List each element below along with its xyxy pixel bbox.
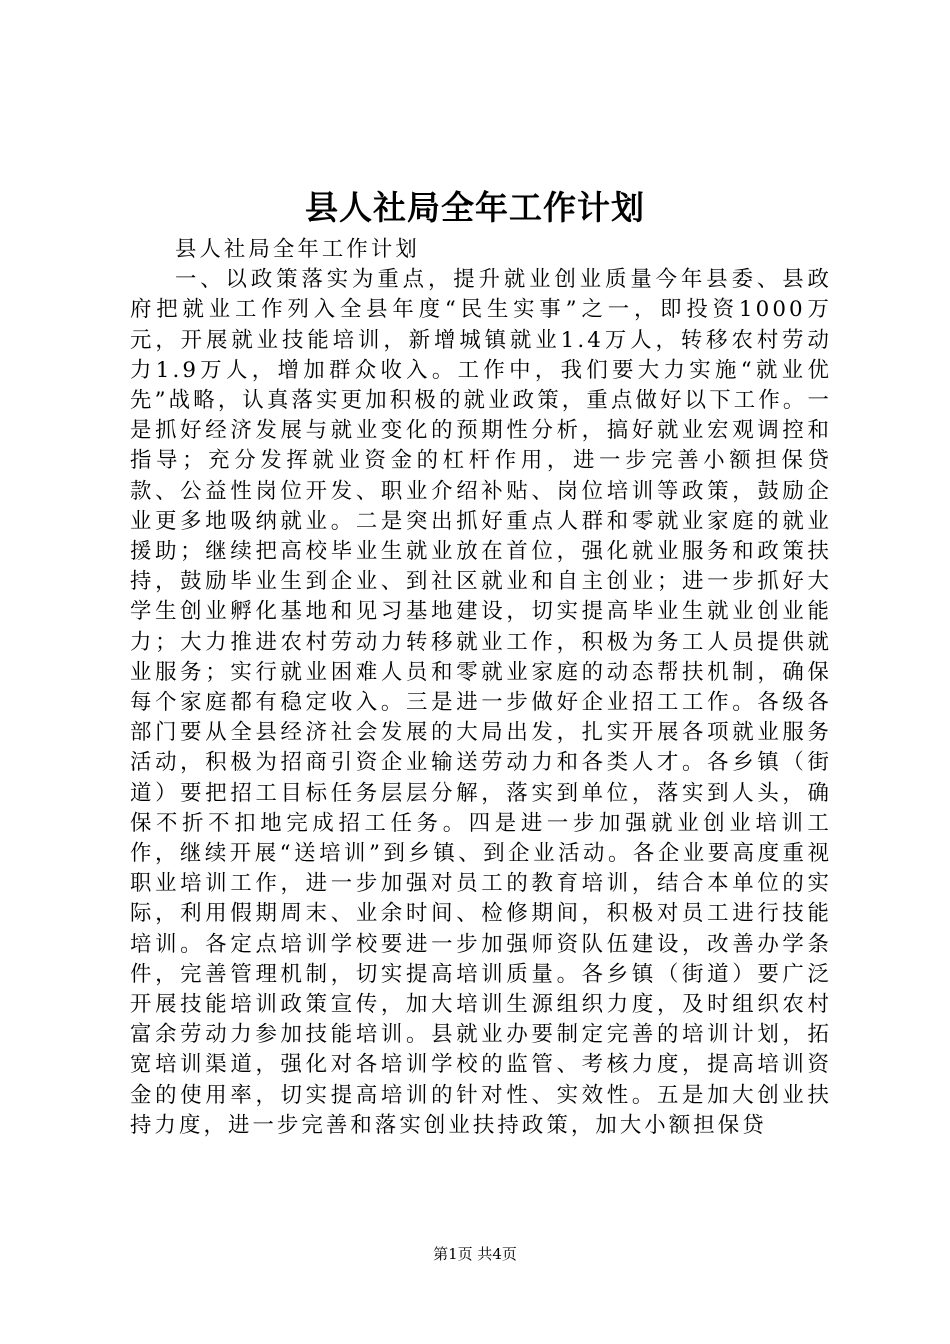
page-number-footer: 第1页 共4页 [433, 1245, 517, 1263]
body-paragraph: 一、以政策落实为重点，提升就业创业质量今年县委、县政府把就业工作列入全县年度“民生实事”之一，即投资1000万元，开展就业技能培训，新增城镇就业1.4万人，转移农村劳动力1.9万人，增加群众收入。工作中，我们要大力实施“就业优先”战略，认真落实更加积极的就业政策，重点做好以下工作。一是抓好经济发展与就业变化的预期性分析，搞好就业宏观调控和指导；充分发挥就业资金的杠杆作用，进一步完善小额担保贷款、公益性岗位开发、职业介绍补贴、岗位培训等政策，鼓励企业更多地吸纳就业。二是突出抓好重点人群和零就业家庭的就业援助；继续把高校毕业生就业放在首位，强化就业服务和政策扶持，鼓励毕业生到企业、到社区就业和自主创业；进一步抓好大学生创业孵化基地和见习基地建设，切实提高毕业生就业创业能力；大力推进农村劳动力转移就业工作，积极为务工人员提供就业服务；实行就业困难人员和零就业家庭的动态帮扶机制，确保每个家庭都有稳定收入。三是进一步做好企业招工工作。各级各部门要从全县经济社会发展的大局出发，扎实开展各项就业服务活动，积极为招商引资企业输送劳动力和各类人才。各乡镇（街道）要把招工目标任务层层分解，落实到单位，落实到人头，确保不折不扣地完成招工任务。四是进一步加强就业创业培训工作，继续开展“送培训”到乡镇、到企业活动。各企业要高度重视职业培训工作，进一步加强对员工的教育培训，结合本单位的实际，利用假期周末、业余时间、检修期间，积极对员工进行技能培训。各定点培训学校要进一步加强师资队伍建设，改善办学条件，完善管理机制，切实提高培训质量。各乡镇（街道）要广泛开展技能培训政策宣传，加大培训生源组织力度，及时组织农村富余劳动力参加技能培训。县就业办要制定完善的培训计划，拓宽培训渠道，强化对各培训学校的监管、考核力度，提高培训资金的使用率，切实提高培训的针对性、实效性。五是加大创业扶持力度，进一步完善和落实创业扶持政策，加大小额担保贷 [130, 267, 832, 1138]
document-title: 县人社局全年工作计划 [305, 188, 645, 227]
body-paragraph-heading: 县人社局全年工作计划 [174, 237, 420, 262]
document-body [130, 235, 832, 1141]
